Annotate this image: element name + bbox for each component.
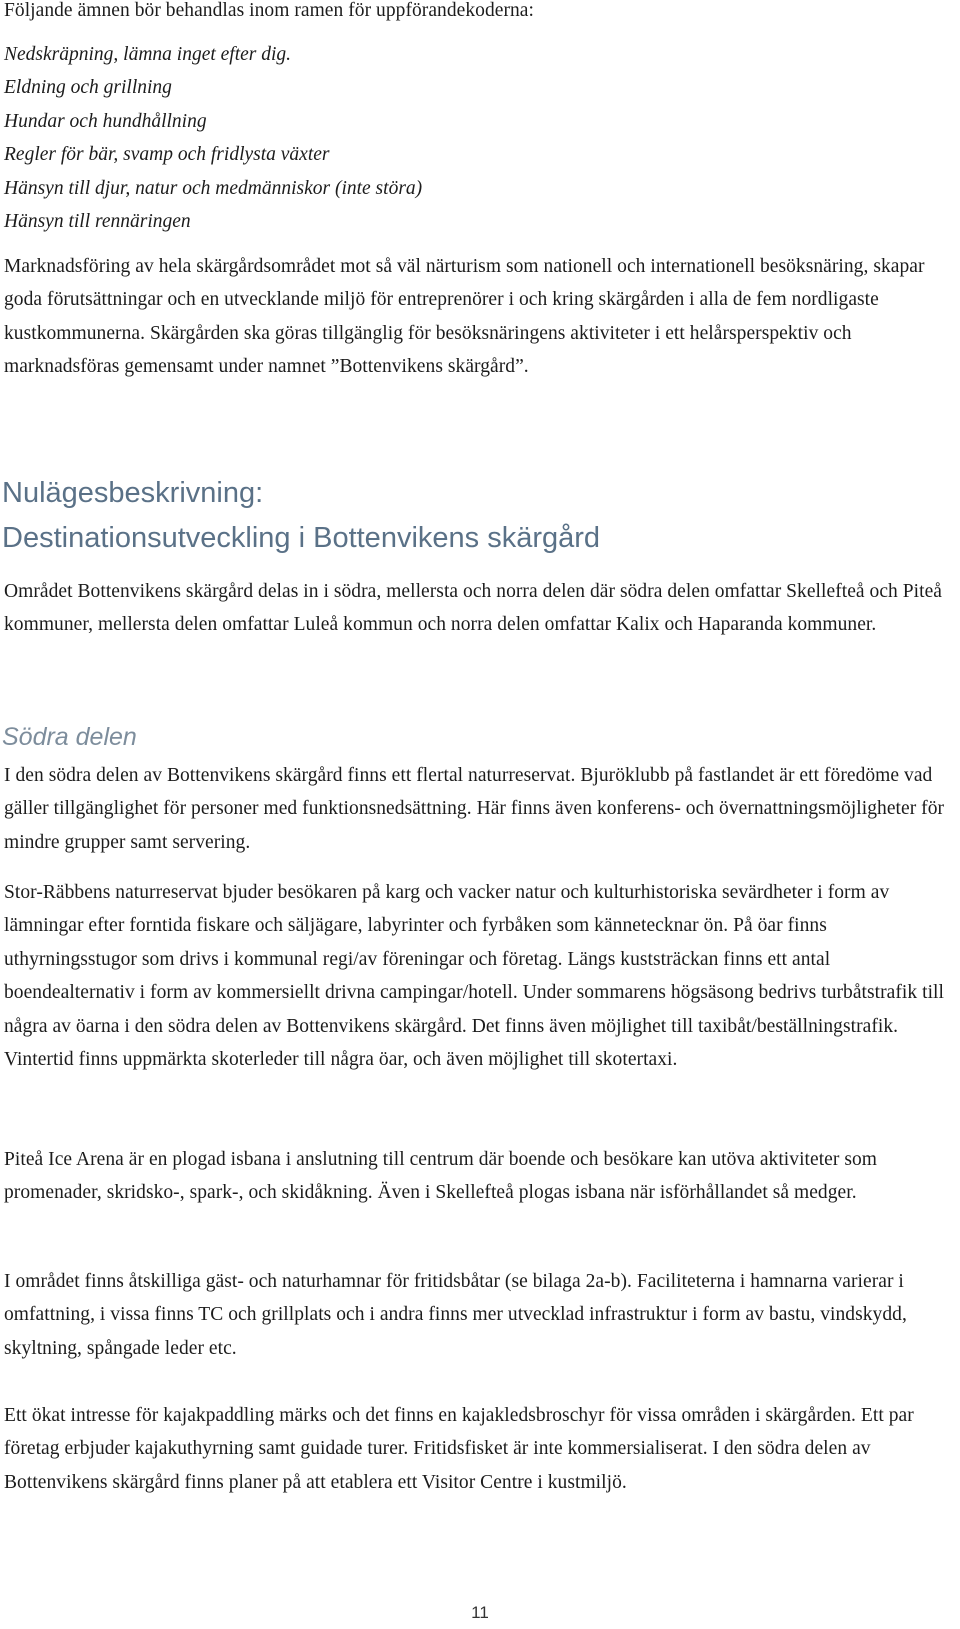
- topic-item-dogs: Hundar och hundhållning: [4, 110, 207, 132]
- marketing-paragraph: Marknadsföring av hela skärgårdsområdet mot så väl närturism som nationell och internationell besöksnäring, skapar goda förutsättningar och en utvecklande miljö för entreprenörer i och kring skärgården i alla de fem nordligaste kustkommunerna. Skärgården ska göras tillgänglig för besöksnäringens aktiviteter i ett helårsperspektiv och marknadsföras gemensamt under namnet ”Bottenvikens skärgård”.: [4, 256, 925, 378]
- code-of-conduct-topic-list: [4, 38, 422, 238]
- topic-item-wildlife-people: Hänsyn till djur, natur och medmänniskor (inte störa): [4, 177, 423, 199]
- south-paragraph-4: I området finns åtskilliga gäst- och naturhamnar för fritidsbåtar (se bilaga 2a-b). Faciliteterna i hamnarna varierar i omfattning, i vissa finns TC och grillplats och i andra finns mer utvecklad infrastruktur i form av bastu, vindskydd, skyltning, spångade leder etc.: [4, 1271, 907, 1359]
- south-paragraph-1: I den södra delen av Bottenvikens skärgård finns ett flertal naturreservat. Bjuröklubb på fastlandet är ett föredöme vad gäller tillgänglighet för personer med funktionsnedsättning. Här finns även konferens- och övernattningsmöjligheter för mindre grupper samt servering.: [4, 765, 945, 853]
- south-paragraph-2: Stor-Räbbens naturreservat bjuder besökaren på karg och vacker natur och kulturhistoriska sevärdheter i form av lämningar efter forntida fiskare och säljägare, labyrinter och fyrbåken som kännetecknar ön. På öar finns uthyrningsstugor som drivs i kommunal regi/av föreningar och företag. Längs kuststräckan finns ett antal boendealternativ i form av kommersiellt drivna campingar/hotell. Under sommarens högsäsong bedrivs turbåtstrafik till några av öarna i den södra delen av Bottenvikens skärgård. Det finns även möjlighet till taxibåt/beställningstrafik. Vintertid finns uppmärkta skoterleder till några öar, och även möjlighet till skotertaxi.: [4, 882, 944, 1071]
- south-paragraph-3: Piteå Ice Arena är en plogad isbana i anslutning till centrum där boende och besökare kan utöva aktiviteter som promenader, skridsko-, spark-, och skidåkning. Även i Skellefteå plogas isbana när isförhållandet så medger.: [4, 1149, 878, 1204]
- topic-item-reindeer-herding: Hänsyn till rennäringen: [4, 211, 191, 233]
- topic-item-berries-mushrooms: Regler för bär, svamp och fridlysta växter: [4, 144, 330, 166]
- overview-paragraph: Området Bottenvikens skärgård delas in i södra, mellersta och norra delen där södra delen omfattar Skellefteå och Piteå kommuner, mellersta delen omfattar Luleå kommun och norra delen omfattar Kalix och Haparanda kommuner.: [4, 581, 943, 636]
- subheading-south: Södra delen: [2, 723, 137, 751]
- south-paragraph-5: Ett ökat intresse för kajakpaddling märks och det finns en kajakledsbroschyr för vissa områden i skärgården. Ett par företag erbjuder kajakuthyrning samt guidade turer. Fritidsfisket är inte kommersialiserat. I den södra delen av Bottenvikens skärgård finns planer på att etablera ett Visitor Centre i kustmiljö.: [4, 1405, 914, 1493]
- intro-lead: Följande ämnen bör behandlas inom ramen för uppförandekoderna:: [4, 0, 534, 21]
- topic-item-fire-grilling: Eldning och grillning: [4, 77, 172, 99]
- section-heading: [2, 471, 600, 561]
- page-number: 11: [471, 1603, 489, 1622]
- section-heading-line-1: Nulägesbeskrivning:: [2, 477, 264, 509]
- section-heading-line-2: Destinationsutveckling i Bottenvikens skärgård: [2, 522, 601, 554]
- topic-item-littering: Nedskräpning, lämna inget efter dig.: [4, 44, 292, 65]
